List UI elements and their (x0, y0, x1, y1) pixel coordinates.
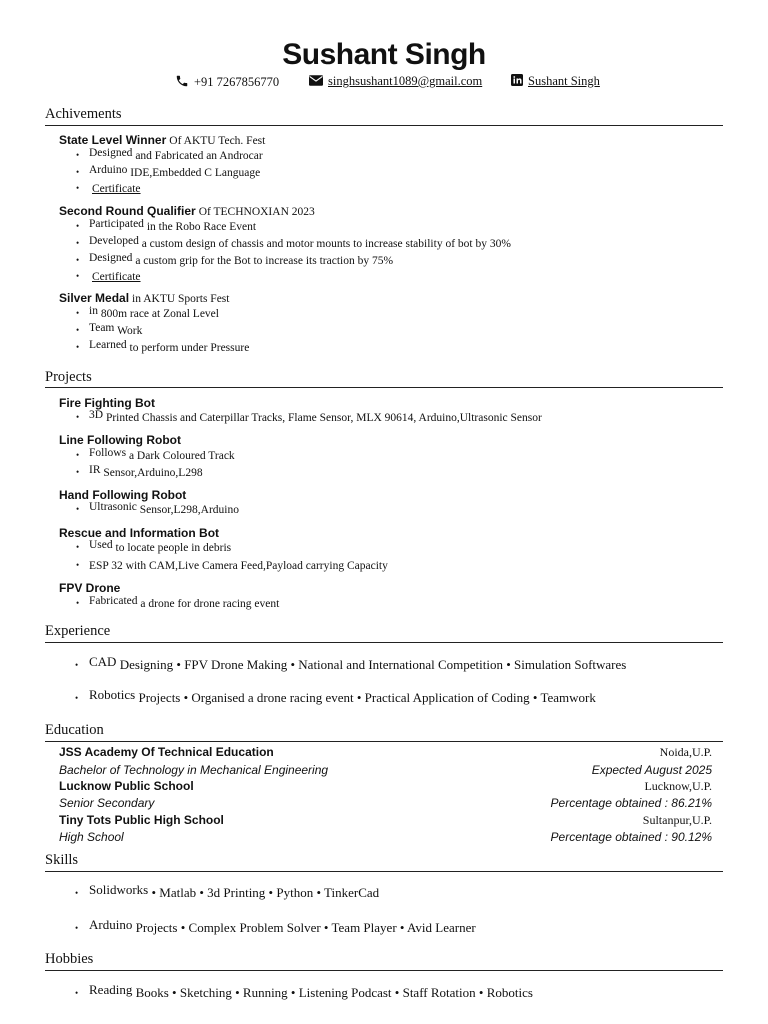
project-title: Rescue and Information Bot (59, 526, 220, 540)
section-title-hobbies: Hobbies (45, 951, 94, 967)
education-detail: Percentage obtained : 86.21% (550, 796, 712, 810)
experience-line: • Robotics Projects • Organised a drone racing event • Practical Application of Coding • Teamwork (75, 687, 596, 705)
project-bullet: • Used to locate people in debris (76, 539, 232, 554)
phone-number: +91 7267856770 (194, 74, 280, 89)
section-title-experience: Experience (45, 623, 111, 639)
achievement-bullet: • Team Work (76, 322, 143, 337)
school-location: Noida,U.P. (659, 745, 712, 759)
project-bullet: • Fabricated a drone for drone racing event (76, 595, 280, 610)
section-title-education: Education (45, 722, 104, 738)
section-divider (45, 642, 723, 643)
experience-line: • CAD Designing • FPV Drone Making • National and International Competition • Simulation Softwares (75, 654, 627, 672)
skills-line: • Solidworks • Matlab • 3d Printing • Python • TinkerCad (75, 882, 380, 900)
achievement-heading: Second Round Qualifier Of TECHNOXIAN 2023 (59, 204, 315, 218)
certificate-link[interactable]: • Certificate (76, 183, 141, 195)
achievement-heading: Silver Medal in AKTU Sports Fest (59, 291, 230, 305)
achievement-bullet: • Participated in the Robo Race Event (76, 218, 257, 233)
skills-line: • Arduino Projects • Complex Problem Solver • Team Player • Avid Learner (75, 917, 476, 935)
section-divider (45, 970, 723, 971)
envelope-icon (309, 75, 323, 90)
achievement-bullet: • Designed a custom grip for the Bot to increase its traction by 75% (76, 252, 394, 267)
linkedin-contact[interactable] (511, 74, 600, 90)
phone-icon (175, 74, 189, 92)
hobbies-line: • Reading Books • Sketching • Running • Listening Podcast • Staff Rotation • Robotics (75, 982, 533, 1000)
email-link[interactable]: singhsushant1089@gmail.com (328, 74, 483, 88)
achievement-heading: State Level Winner Of AKTU Tech. Fest (59, 133, 266, 147)
section-divider (45, 871, 723, 872)
achievement-bullet: • in 800m race at Zonal Level (76, 305, 219, 320)
project-bullet: • 3D Printed Chassis and Caterpillar Tracks, Flame Sensor, MLX 90614, Arduino,Ultrasonic Sensor (76, 409, 542, 424)
school-name: Tiny Tots Public High School (59, 813, 224, 827)
linkedin-icon (511, 74, 523, 90)
achievement-bullet: • Developed a custom design of chassis and motor mounts to increase stability of bot by 30% (76, 235, 511, 250)
project-title: Fire Fighting Bot (59, 396, 155, 410)
school-location: Sultanpur,U.P. (642, 813, 712, 827)
project-title: Line Following Robot (59, 433, 181, 447)
project-bullet: • Ultrasonic Sensor,L298,Arduino (76, 501, 239, 516)
section-divider (45, 741, 723, 742)
project-bullet: • ESP 32 with CAM,Live Camera Feed,Payload carrying Capacity (76, 560, 388, 572)
project-title: Hand Following Robot (59, 488, 187, 502)
resume-name: Sushant Singh (282, 38, 486, 71)
linkedin-link[interactable]: Sushant Singh (528, 74, 600, 88)
section-title-skills: Skills (45, 852, 79, 868)
certificate-link[interactable]: • Certificate (76, 271, 141, 283)
degree: Senior Secondary (59, 796, 155, 810)
section-divider (45, 125, 723, 126)
achievement-bullet: • Arduino IDE,Embedded C Language (76, 164, 261, 179)
project-title: FPV Drone (59, 581, 121, 595)
project-bullet: • IR Sensor,Arduino,L298 (76, 464, 203, 479)
project-bullet: • Follows a Dark Coloured Track (76, 447, 235, 462)
school-location: Lucknow,U.P. (644, 779, 712, 793)
achievement-bullet: • Learned to perform under Pressure (76, 339, 250, 354)
section-title-projects: Projects (45, 369, 92, 385)
school-name: JSS Academy Of Technical Education (59, 745, 274, 759)
section-divider (45, 387, 723, 388)
education-detail: Expected August 2025 (591, 763, 712, 777)
school-name: Lucknow Public School (59, 779, 194, 793)
phone-contact (175, 74, 279, 92)
achievement-bullet: • Designed and Fabricated an Androcar (76, 147, 263, 162)
degree: Bachelor of Technology in Mechanical Engineering (59, 763, 329, 777)
section-title-achievements: Achivements (45, 106, 122, 122)
education-detail: Percentage obtained : 90.12% (550, 830, 712, 844)
email-contact[interactable] (309, 74, 482, 90)
degree: High School (59, 830, 124, 844)
